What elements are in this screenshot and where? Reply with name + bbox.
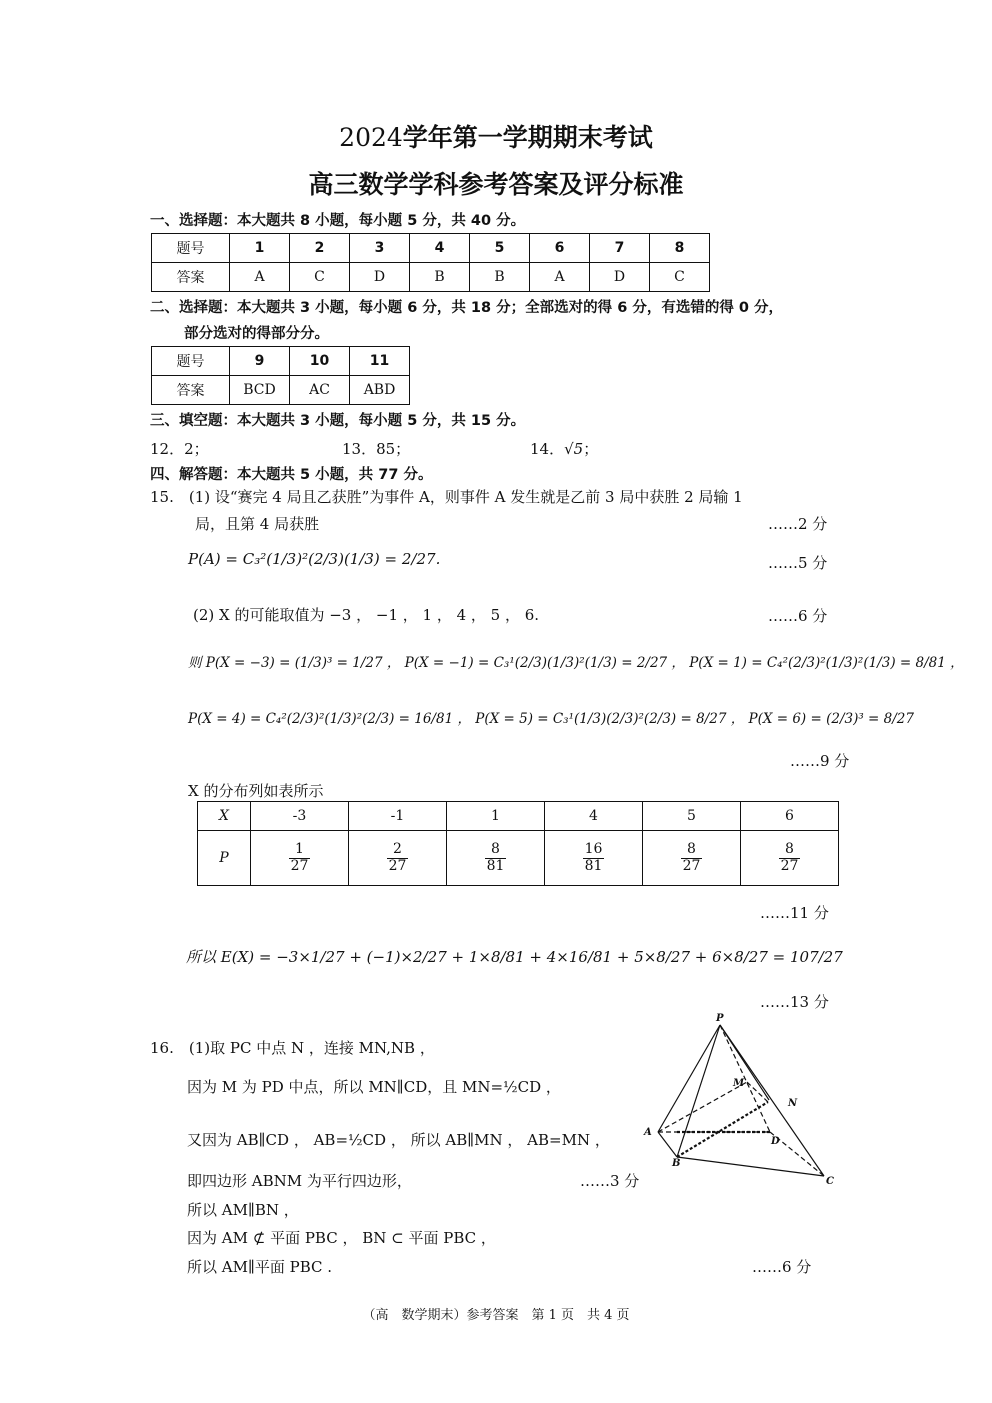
question-number: 10 — [290, 347, 350, 376]
dist-p-cell — [251, 831, 349, 886]
edge-pm — [720, 1025, 769, 1100]
answer-cell: ABD — [350, 376, 410, 405]
question-number: 2 — [290, 234, 350, 263]
frac-num: 1 — [289, 842, 311, 858]
section1-heading: 一、选择题：本大题共 8 小题，每小题 5 分，共 40 分。 — [150, 213, 526, 229]
frac-den: 81 — [486, 857, 505, 874]
score-mark: ……5 分 — [768, 554, 828, 572]
q14-suffix: ； — [583, 440, 599, 458]
section1-answer-table — [151, 233, 710, 292]
section2-heading: 二、选择题：本大题共 3 小题，每小题 6 分，共 18 分；全部选对的得 6 分，有选错的得 0 分， — [150, 300, 784, 316]
q15-line2: 局，且第 4 局获胜 — [195, 515, 320, 533]
section4-heading: 四、解答题：本大题共 5 小题，共 77 分。 — [150, 467, 433, 483]
q16-line5: 所以 AM∥BN ， — [187, 1201, 299, 1219]
probs-line2: P(X = 4) = C₄²(2/3)²(1/3)²(2/3) = 16/81 ， P(X = 5) = C₃¹(1/3)(2/3)²(2/3) = 8/27 ， P(X = 6) = (2/3)³ = 8/27 — [188, 711, 914, 727]
answer-cell: B — [470, 263, 530, 292]
page-subtitle: 高三数学学科参考答案及评分标准 — [308, 170, 684, 199]
q15-part2: (2) X 的可能取值为 −3 ， −1 ， 1 ， 4 ， 5 ， 6. — [193, 606, 540, 624]
segment-am — [658, 1082, 747, 1132]
score-mark: ……3 分 — [580, 1172, 640, 1190]
frac-num: 8 — [779, 842, 801, 858]
frac-den: 27 — [682, 857, 701, 874]
row-label-answer: 答案 — [152, 263, 230, 292]
edge-ab — [658, 1132, 677, 1157]
probs-line1: 则 P(X = −3) = (1/3)³ = 1/27 ， P(X = −1) = C₃¹(2/3)(1/3)²(1/3) = 2/27 ， P(X = 1) = C₄²(2/3)²(1/3)²(1/3) = 8/81 ， — [188, 655, 964, 671]
dist-p-cell — [447, 831, 545, 886]
dist-p-cell — [643, 831, 741, 886]
edge-bc — [677, 1157, 824, 1176]
q15-line1: 15. (1) 设“赛完 4 局且乙获胜”为事件 A，则事件 A 发生就是乙前 3 局中获胜 2 局输 1 — [150, 488, 743, 506]
row-label-answer: 答案 — [152, 376, 230, 405]
question-number: 3 — [350, 234, 410, 263]
title-year: 2024 — [339, 123, 403, 152]
edge-pa — [658, 1025, 720, 1132]
answer-cell: D — [350, 263, 410, 292]
answer-cell: A — [530, 263, 590, 292]
question-number: 9 — [230, 347, 290, 376]
dist-x-value: 4 — [545, 802, 643, 831]
edge-pc — [720, 1025, 824, 1176]
answer-q12: 12．2； — [150, 440, 209, 458]
answer-cell: BCD — [230, 376, 290, 405]
dist-x-value: -1 — [349, 802, 447, 831]
q16-line6: 因为 AM ⊄ 平面 PBC ， BN ⊂ 平面 PBC ， — [187, 1229, 496, 1247]
q16-line3: 又因为 AB∥CD ， AB=½CD ， 所以 AB∥MN ， AB=MN ， — [187, 1131, 610, 1149]
question-number: 6 — [530, 234, 590, 263]
frac-den: 81 — [584, 857, 603, 874]
q16-line4: 即四边形 ABNM 为平行四边形， — [187, 1172, 412, 1190]
question-number: 1 — [230, 234, 290, 263]
label-a: A — [644, 1127, 652, 1138]
answer-cell: C — [650, 263, 710, 292]
pyramid-figure — [640, 1010, 840, 1190]
segment-mn — [747, 1082, 768, 1102]
dist-x-value: -3 — [251, 802, 349, 831]
frac-den: 27 — [388, 857, 407, 874]
row-label-question: 题号 — [152, 234, 230, 263]
score-mark: ……11 分 — [760, 904, 829, 922]
score-mark: ……9 分 — [790, 752, 850, 770]
answer-cell: AC — [290, 376, 350, 405]
section2-heading-cont: 部分选对的得部分分。 — [184, 326, 329, 342]
q14-value: √5 — [564, 440, 584, 458]
page-title — [0, 118, 992, 154]
label-c: C — [826, 1176, 834, 1187]
edge-pb — [677, 1025, 720, 1157]
segment-bn — [677, 1102, 768, 1157]
section2-answer-table — [151, 346, 410, 405]
pa-formula: P(A) = C₃²(1/3)²(2/3)(1/3) = 2/27. — [188, 550, 441, 568]
score-mark: ……2 分 — [768, 515, 828, 533]
dist-p-cell — [741, 831, 839, 886]
expectation-formula: 所以 E(X) = −3×1/27 + (−1)×2/27 + 1×8/81 + 4×16/81 + 5×8/27 + 6×8/27 = 107/27 — [186, 948, 843, 966]
frac-num: 8 — [681, 842, 703, 858]
q16-line2: 因为 M 为 PD 中点，所以 MN∥CD，且 MN=½CD ， — [187, 1078, 561, 1096]
question-number: 5 — [470, 234, 530, 263]
answer-q14 — [530, 438, 598, 459]
label-d: D — [771, 1136, 780, 1147]
answer-cell: D — [590, 263, 650, 292]
q14-prefix: 14． — [530, 440, 565, 458]
answer-q13: 13．85； — [342, 440, 411, 458]
question-number: 11 — [350, 347, 410, 376]
label-b: B — [672, 1158, 681, 1169]
dist-caption: X 的分布列如表所示 — [188, 782, 324, 800]
label-n: N — [788, 1098, 798, 1109]
question-number: 7 — [590, 234, 650, 263]
section3-heading: 三、填空题：本大题共 3 小题，每小题 5 分，共 15 分。 — [150, 413, 526, 429]
frac-num: 8 — [485, 842, 507, 858]
frac-num: 16 — [584, 841, 603, 858]
row-label-question: 题号 — [152, 347, 230, 376]
frac-den: 27 — [290, 857, 309, 874]
label-m: M — [733, 1078, 745, 1089]
q16-line7: 所以 AM∥平面 PBC . — [187, 1258, 333, 1276]
dist-p-label: P — [198, 831, 251, 886]
dist-x-value: 6 — [741, 802, 839, 831]
question-number: 8 — [650, 234, 710, 263]
label-p: P — [716, 1013, 724, 1024]
frac-num: 2 — [387, 842, 409, 858]
answer-cell: A — [230, 263, 290, 292]
frac-den: 27 — [780, 857, 799, 874]
dist-p-cell — [545, 831, 643, 886]
distribution-table — [197, 801, 839, 886]
score-mark: ……13 分 — [760, 993, 829, 1011]
answer-cell: C — [290, 263, 350, 292]
edge-pd — [720, 1025, 770, 1132]
question-number: 4 — [410, 234, 470, 263]
page-footer: （高 数学期末）参考答案 第 1 页 共 4 页 — [362, 1308, 630, 1323]
score-mark: ……6 分 — [752, 1258, 812, 1276]
dist-x-value: 5 — [643, 802, 741, 831]
answer-cell: B — [410, 263, 470, 292]
title-text: 学年第一学期期末考试 — [402, 123, 653, 152]
dist-p-cell — [349, 831, 447, 886]
dist-x-value: 1 — [447, 802, 545, 831]
dist-x-label: X — [198, 802, 251, 831]
q16-line1: 16. (1)取 PC 中点 N ，连接 MN,NB ， — [150, 1039, 435, 1057]
score-mark: ……6 分 — [768, 607, 828, 625]
